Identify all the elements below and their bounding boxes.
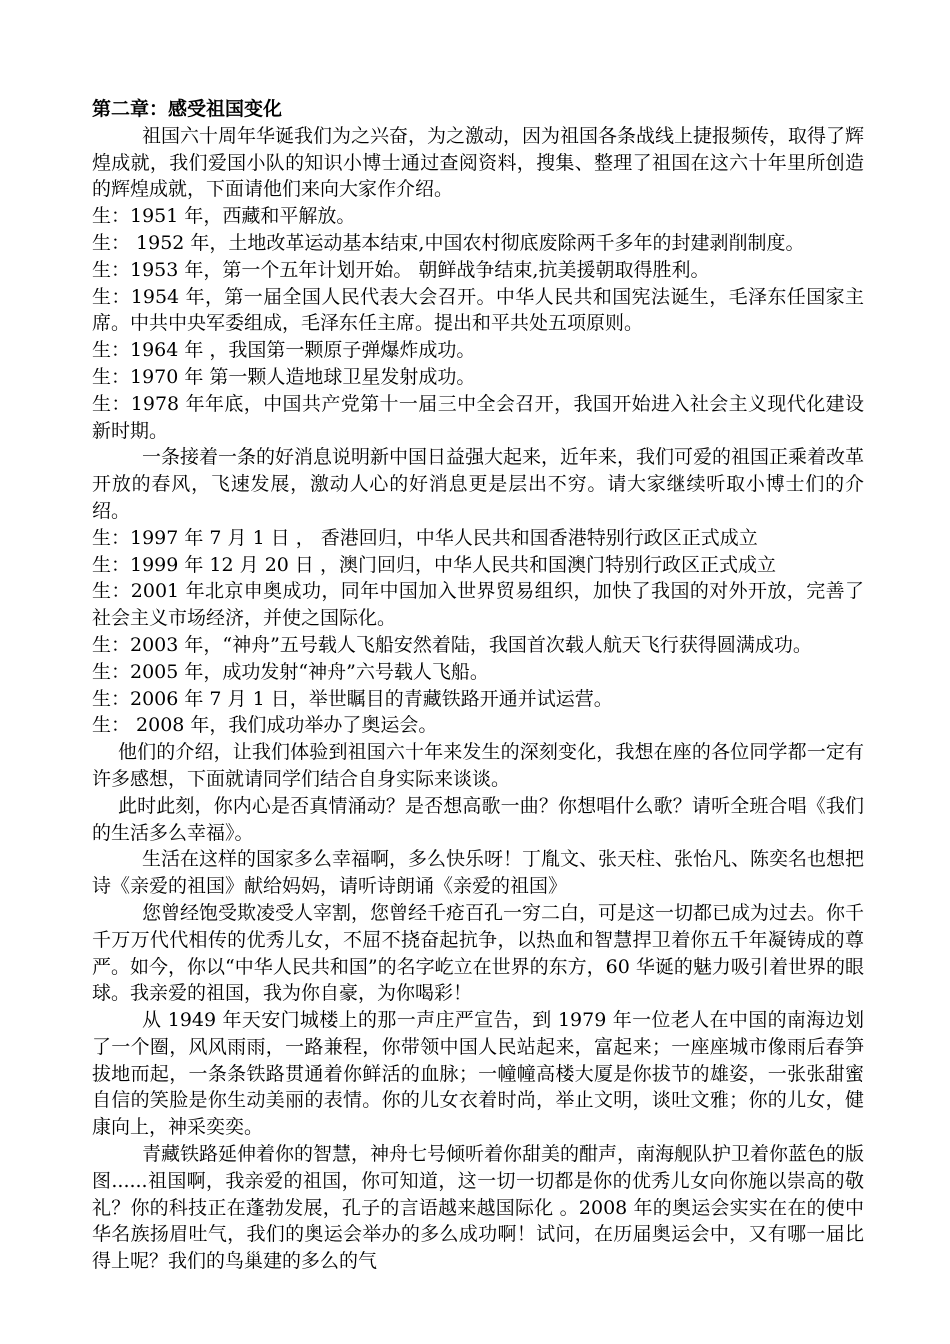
student-line-2006: 生：2006 年 7 月 1 日，举世瞩目的青藏铁路开通并试运营。 [92, 687, 613, 710]
student-line-2005: 生：2005 年，成功发射“神舟”六号载人飞船。 [92, 660, 489, 683]
student-line-1954: 生：1954 年，第一届全国人民代表大会召开。中华人民共和国宪法诞生，毛泽东任国家主席。中共中央军委组成，毛泽东任主席。提出和平共处五项原则。 [92, 285, 864, 335]
poem-paragraph-3: 青藏铁路延伸着你的智慧，神舟七号倾听着你甜美的酣声，南海舰队护卫着你蓝色的版图......祖国啊，我亲爱的祖国，你可知道，这一切一切都是你的优秀儿女向你施以崇高的敬礼？你的科技正在蓬勃发展，孔子的言语越来越国际化 。2008 年的奥运会实实在在的使中华名族扬眉吐气，我们的奥运会举办的多么成功啊！试问，在历届奥运会中，又有哪一届比得上呢？我们的鸟巢建的多么的气 [92, 1143, 865, 1273]
poem-paragraph-2: 从 1949 年天安门城楼上的那一声庄严宣告，到 1979 年一位老人在中国的南海边划了一个圈，风风雨雨，一路兼程，你带领中国人民站起来，富起来；一座座城市像雨后春笋拔地而起，一条条铁路贯通着你鲜活的血脉；一幢幢高楼大厦是你拔节的雄姿，一张张甜蜜自信的笑脸是你生动美丽的表情。你的儿女衣着时尚，举止文明，谈吐文雅；你的儿女，健康向上，神采奕奕。 [92, 1009, 864, 1139]
reflection-paragraph: 他们的介绍，让我们体验到祖国六十年来发生的深刻变化，我想在座的各位同学都一定有许多感想，下面就请同学们结合自身实际来谈谈。 [92, 741, 864, 790]
poem-intro-paragraph: 生活在这样的国家多么幸福啊，多么快乐呀！丁胤文、张天柱、张怡凡、陈奕名也想把诗《亲爱的祖国》献给妈妈，请听诗朗诵《亲爱的祖国》 [92, 848, 865, 898]
intro-paragraph: 祖国六十周年华诞我们为之兴奋，为之激动，因为祖国各条战线上捷报频传，取得了辉煌成就，我们爱国小队的知识小博士通过查阅资料，搜集、整理了祖国在这六十年里所创造的辉煌成就，下面请他们来向大家作介绍。 [92, 124, 865, 201]
student-line-2003: 生：2003 年，“神舟”五号载人飞船安然着陆，我国首次载人航天飞行获得圆满成功。 [92, 633, 812, 656]
student-line-1951: 生：1951 年，西藏和平解放。 [92, 205, 356, 228]
student-line-1953: 生：1953 年，第一个五年计划开始。 朝鲜战争结束,抗美援朝取得胜利。 [92, 258, 710, 281]
student-line-2001: 生：2001 年北京申奥成功，同年中国加入世界贸易组织，加快了我国的对外开放，完善了社会主义市场经济，并使之国际化。 [92, 580, 864, 630]
document-body [92, 96, 864, 1275]
student-line-1978: 生：1978 年年底，中国共产党第十一届三中全会召开，我国开始进入社会主义现代化建设新时期。 [92, 392, 864, 442]
poem-paragraph-1: 您曾经饱受欺凌受人宰割，您曾经千疮百孔一穷二白，可是这一切都已成为过去。你千千万万代代相传的优秀儿女，不屈不挠奋起抗争，以热血和智慧捍卫着你五千年凝铸成的尊严。如今，你以“中华人民共和国”的名字屹立在世界的东方，60 华诞的魅力吸引着世界的眼球。我亲爱的祖国，我为你自豪，为你喝彩！ [92, 901, 865, 1005]
student-line-1952: 生： 1952 年，土地改革运动基本结束,中国农村彻底废除两千多年的封建剥削制度。 [92, 231, 805, 254]
song-paragraph: 此时此刻，你内心是否真情涌动？是否想高歌一曲？你想唱什么歌？请听全班合唱《我们的生活多么幸福》。 [92, 794, 864, 844]
student-line-1999: 生：1999 年 12 月 20 日 ，澳门回归，中华人民共和国澳门特别行政区正式成立 [92, 553, 776, 576]
transition-paragraph: 一条接着一条的好消息说明新中国日益强大起来，近年来，我们可爱的祖国正乘着改革开放的春风，飞速发展，激动人心的好消息更是层出不穷。请大家继续听取小博士们的介绍。 [92, 446, 865, 522]
student-line-2008: 生： 2008 年，我们成功举办了奥运会。 [92, 714, 438, 737]
chapter-heading: 第二章：感受祖国变化 [92, 98, 283, 120]
student-line-1997: 生：1997 年 7 月 1 日 ， 香港回归，中华人民共和国香港特别行政区正式成立 [92, 526, 758, 549]
student-line-1964: 生：1964 年 ，我国第一颗原子弹爆炸成功。 [92, 339, 476, 362]
student-line-1970: 生：1970 年 第一颗人造地球卫星发射成功。 [92, 365, 476, 388]
